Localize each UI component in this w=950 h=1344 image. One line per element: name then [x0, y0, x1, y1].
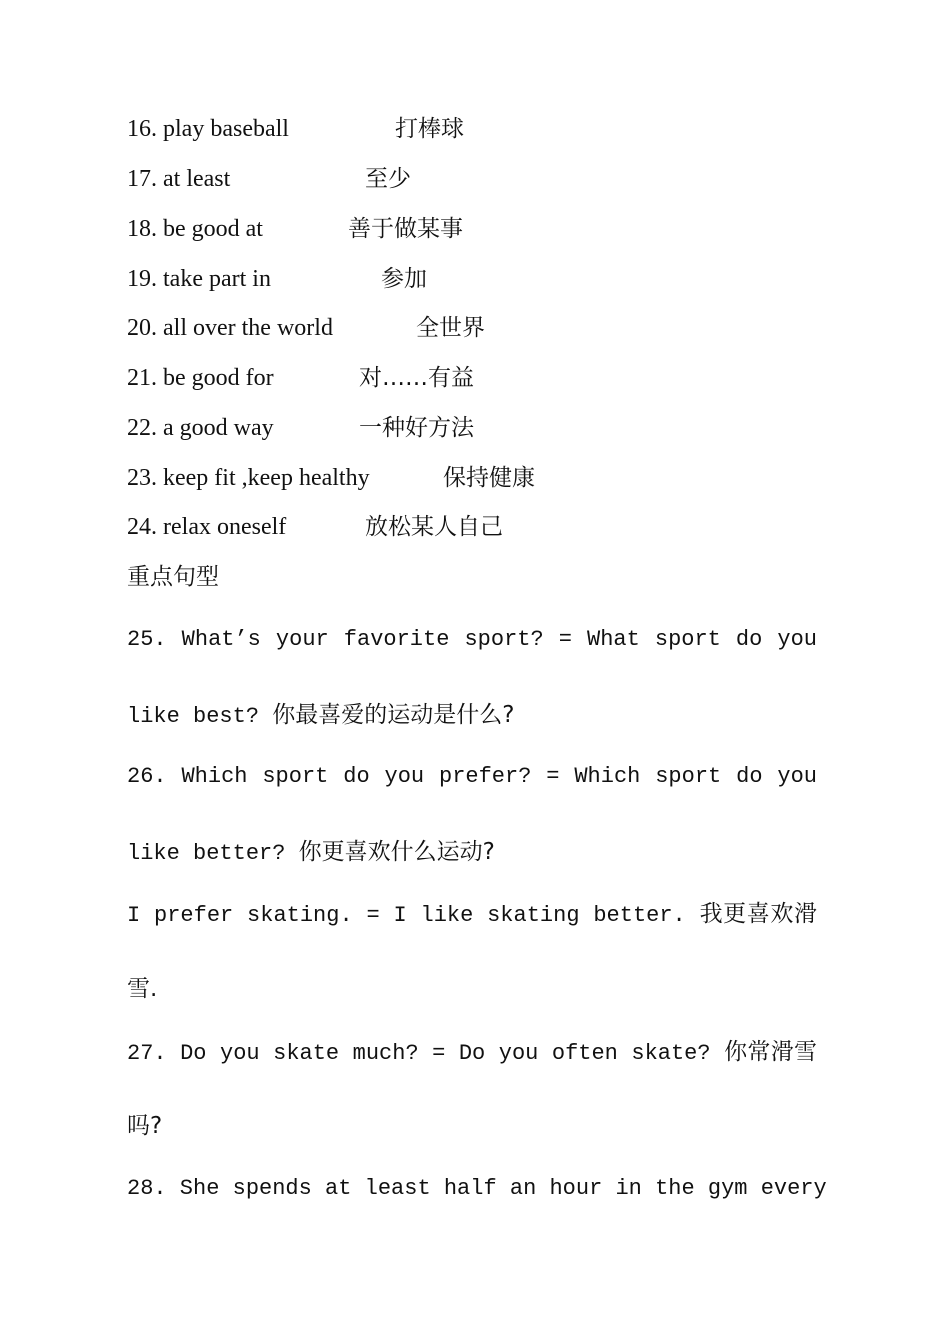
phrase-english: 18. be good at	[127, 216, 263, 242]
sentence-chinese: 你更喜欢什么运动?	[298, 839, 495, 865]
sentence-english: like best?	[127, 704, 273, 729]
phrase-chinese: 对……有益	[359, 365, 474, 391]
phrase-chinese: 一种好方法	[359, 415, 474, 441]
sentence-chinese: 你最喜爱的运动是什么?	[272, 702, 515, 728]
phrase-chinese: 参加	[381, 266, 427, 292]
sentence-26b-line-2	[127, 974, 817, 1006]
phrase-line	[127, 413, 474, 443]
phrase-line	[127, 264, 427, 294]
phrase-line	[127, 313, 485, 343]
sentence-26-line-2	[127, 837, 817, 869]
phrase-chinese: 善于做某事	[348, 216, 463, 242]
sentence-26-line-1: 26. Which sport do you prefer? = Which sport do you	[127, 764, 817, 789]
phrase-english: 19. take part in	[127, 266, 271, 292]
sentence-chinese: 雪.	[127, 976, 158, 1002]
sentence-25-line-2	[127, 700, 817, 732]
phrase-english: 23. keep fit ,keep healthy	[127, 465, 370, 491]
sentence-26b-line-1	[127, 899, 817, 931]
phrase-english: 22. a good way	[127, 415, 274, 441]
sentence-english: I prefer skating. = I like skating better.	[127, 903, 700, 928]
phrase-chinese: 放松某人自己	[365, 514, 503, 540]
sentence-27-line-1	[127, 1037, 817, 1069]
sentence-chinese: 吗?	[127, 1113, 163, 1139]
phrase-chinese: 全世界	[416, 315, 485, 341]
phrase-line	[127, 363, 474, 393]
phrase-line	[127, 114, 464, 144]
phrase-english: 21. be good for	[127, 365, 274, 391]
phrase-chinese: 打棒球	[395, 116, 464, 142]
phrase-chinese: 保持健康	[443, 465, 535, 491]
sentence-25-line-1: 25. What’s your favorite sport? = What sport do you	[127, 627, 817, 652]
section-heading: 重点句型	[127, 564, 219, 590]
phrase-chinese: 至少	[365, 166, 411, 192]
sentence-english: 27. Do you skate much? = Do you often skate?	[127, 1041, 725, 1066]
phrase-english: 20. all over the world	[127, 315, 333, 341]
sentence-28-line-1: 28. She spends at least half an hour in the gym every	[127, 1176, 827, 1201]
sentence-english: like better?	[127, 841, 299, 866]
sentence-chinese: 我更喜欢滑	[699, 901, 817, 927]
phrase-english: 24. relax oneself	[127, 514, 287, 540]
phrase-line	[127, 463, 535, 493]
phrase-english: 16. play baseball	[127, 116, 289, 142]
sentence-27-line-2	[127, 1111, 817, 1143]
phrase-line	[127, 164, 411, 194]
phrase-line	[127, 214, 463, 244]
sentence-chinese: 你常滑雪	[724, 1039, 817, 1065]
phrase-english: 17. at least	[127, 166, 231, 192]
phrase-line	[127, 512, 503, 542]
